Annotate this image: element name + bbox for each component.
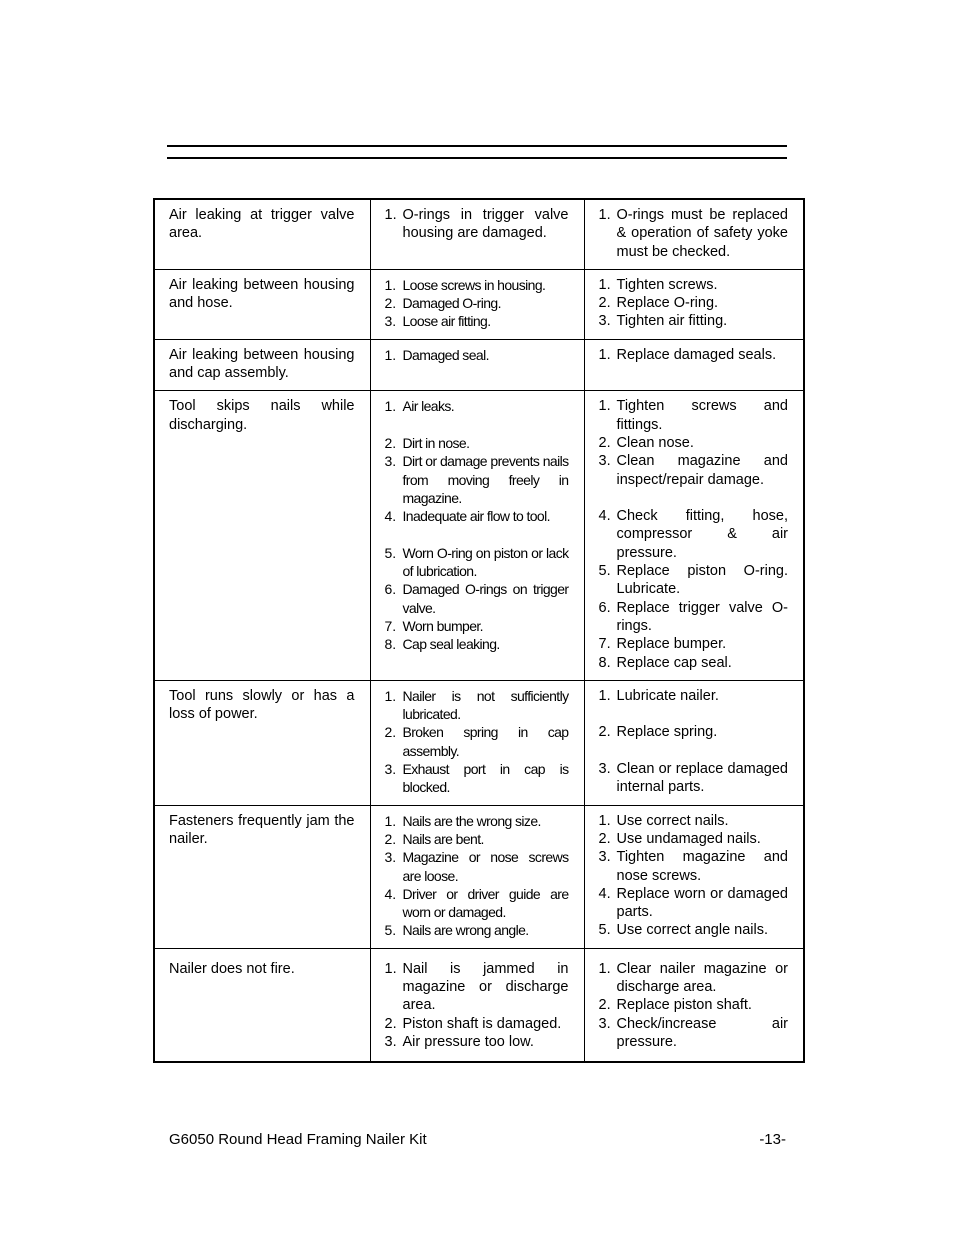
list-item: 6. Damaged O-rings on trigger valve. <box>384 581 569 616</box>
problem-cell: Tool skips nails while discharging. <box>154 391 370 680</box>
problem-cell: Tool runs slowly or has a loss of power. <box>154 680 370 805</box>
list-item: 2. Replace piston shaft. <box>598 997 752 1014</box>
list-item: 2. Use undamaged nails. <box>598 830 761 847</box>
list-item: 1. Nail is jammed in magazine or discharge area. <box>384 960 569 1014</box>
list-item: 2. Piston shaft is damaged. <box>384 1015 562 1032</box>
list-item: 6. Replace trigger valve O-rings. <box>598 599 788 634</box>
cause-cell <box>370 339 584 391</box>
list-item: 1. Replace damaged seals. <box>598 346 777 363</box>
list-item: 3. Dirt or damage prevents nails from moving freely in magazine. <box>384 453 569 506</box>
cause-cell <box>370 391 584 680</box>
solution-cell <box>584 391 804 680</box>
cause-cell <box>370 805 584 948</box>
solution-cell <box>584 805 804 948</box>
list-item: 1. Tighten screws. <box>598 276 718 293</box>
footer-title: G6050 Round Head Framing Nailer Kit <box>169 1131 427 1148</box>
cause-cell <box>370 948 584 1062</box>
table-row <box>154 269 804 339</box>
list-item: 3. Magazine or nose screws are loose. <box>384 849 569 884</box>
list-item: 2. Broken spring in cap assembly. <box>384 724 569 759</box>
list-item: 3. Tighten air fitting. <box>598 313 728 330</box>
list-item: 7. Worn bumper. <box>384 617 483 634</box>
troubleshooting-table <box>153 198 805 1063</box>
list-item: 4. Driver or driver guide are worn or damaged. <box>384 885 569 921</box>
solution-cell <box>584 199 804 269</box>
list-item: 4. Inadequate air flow to tool. <box>384 508 550 525</box>
list-item: 5. Use correct angle nails. <box>598 922 769 939</box>
table-row <box>154 391 804 680</box>
list-item: 5. Worn O-ring on piston or lack of lubrication. <box>384 544 569 580</box>
table-row <box>154 199 804 269</box>
list-item: 5. Nails are wrong angle. <box>384 922 529 939</box>
solution-cell <box>584 948 804 1062</box>
list-item: 3. Clean or replace damaged internal parts. <box>598 761 788 796</box>
table-row <box>154 339 804 391</box>
list-item: 8. Replace cap seal. <box>598 654 732 671</box>
list-item: 2. Replace O-ring. <box>598 295 719 312</box>
problem-cell: Nailer does not fire. <box>154 948 370 1062</box>
problem-cell: Fasteners frequently jam the nailer. <box>154 805 370 948</box>
list-item: 2. Replace spring. <box>598 724 718 741</box>
list-item: 1. Nailer is not sufficiently lubricated. <box>384 687 569 723</box>
table-row <box>154 805 804 948</box>
list-item: 5. Replace piston O-ring. Lubricate. <box>598 563 788 598</box>
list-item: 2. Nails are bent. <box>384 830 484 847</box>
cause-cell <box>370 199 584 269</box>
list-item: 2. Clean nose. <box>598 434 694 451</box>
list-item: 1. Loose screws in housing. <box>384 276 546 293</box>
list-item: 3. Check/increase air pressure. <box>598 1015 788 1050</box>
list-item: 1. Lubricate nailer. <box>598 687 719 704</box>
header-rule-bottom <box>167 157 787 159</box>
page-number: -13- <box>759 1131 786 1148</box>
list-item: 1. Air leaks. <box>384 398 455 415</box>
list-item: 3. Air pressure too low. <box>384 1033 534 1050</box>
list-item: 1. Tighten screws and fittings. <box>598 398 788 433</box>
solution-cell <box>584 339 804 391</box>
list-item: 3. Clean magazine and inspect/repair damage. <box>598 453 788 488</box>
header-rule-top <box>167 145 787 147</box>
table-row <box>154 680 804 805</box>
cause-cell <box>370 680 584 805</box>
problem-cell: Air leaking between housing and hose. <box>154 269 370 339</box>
list-item: 4. Check fitting, hose, compressor & air pressure. <box>598 508 788 561</box>
list-item: 1. Use correct nails. <box>598 812 729 829</box>
list-item: 1. Nails are the wrong size. <box>384 812 541 829</box>
list-item: 1. O-rings in trigger valve housing are damaged. <box>384 207 569 242</box>
table-row <box>154 948 804 1062</box>
list-item: 1. O-rings must be replaced & operation of safety yoke must be checked. <box>598 207 788 260</box>
list-item: 3. Loose air fitting. <box>384 313 491 330</box>
list-item: 2. Damaged O-ring. <box>384 295 501 312</box>
list-item: 1. Damaged seal. <box>384 346 489 363</box>
list-item: 8. Cap seal leaking. <box>384 636 500 653</box>
list-item: 4. Replace worn or damaged parts. <box>598 885 788 921</box>
list-item: 2. Dirt in nose. <box>384 434 470 451</box>
problem-cell: Air leaking at trigger valve area. <box>154 199 370 269</box>
list-item: 3. Exhaust port in cap is blocked. <box>384 761 569 796</box>
cause-cell <box>370 269 584 339</box>
list-item: 7. Replace bumper. <box>598 636 727 653</box>
list-item: 3. Tighten magazine and nose screws. <box>598 849 788 884</box>
solution-cell <box>584 269 804 339</box>
list-item: 1. Clear nailer magazine or discharge area. <box>598 960 788 995</box>
problem-cell: Air leaking between housing and cap assembly. <box>154 339 370 391</box>
solution-cell <box>584 680 804 805</box>
